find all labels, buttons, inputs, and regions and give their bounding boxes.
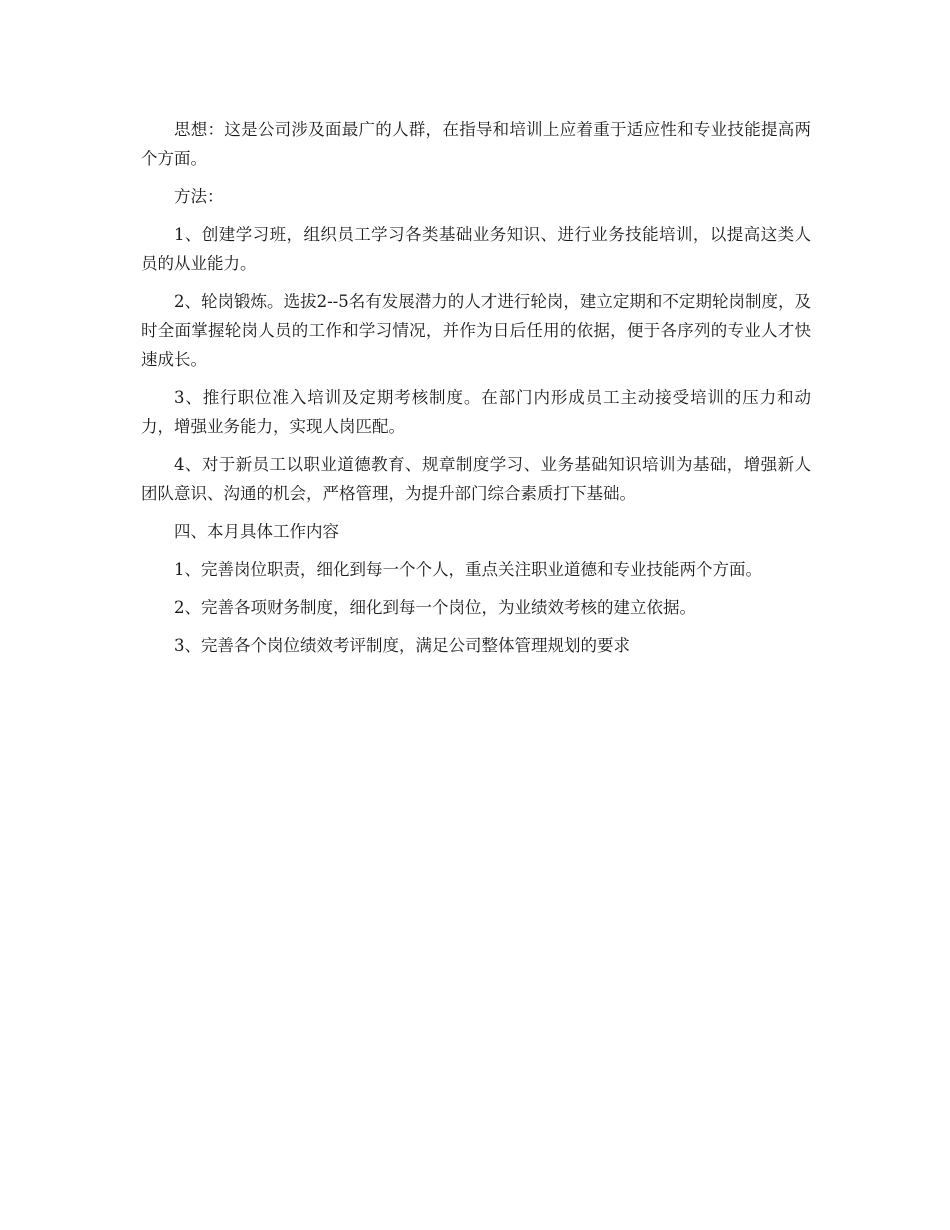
- paragraph-methods-heading: 方法：: [174, 187, 224, 206]
- section-heading-monthly-work: 四、本月具体工作内容: [174, 522, 339, 541]
- paragraph-method-2: 2、轮岗锻炼。选拔2--5名有发展潜力的人才进行轮岗，建立定期和不定期轮岗制度，及时全面掌握轮岗人员的工作和学习情况，并作为日后任用的依据，便于各序列的专业人才快速成长。: [141, 292, 811, 369]
- paragraph-thought: 思想：这是公司涉及面最广的人群，在指导和培训上应着重于适应性和专业技能提高两个方面。: [141, 120, 811, 168]
- paragraph-method-3: 3、推行职位准入培训及定期考核制度。在部门内形成员工主动接受培训的压力和动力，增强业务能力，实现人岗匹配。: [141, 388, 811, 436]
- paragraph-method-1: 1、创建学习班，组织员工学习各类基础业务知识、进行业务技能培训，以提高这类人员的从业能力。: [141, 225, 811, 273]
- paragraph-task-2: 2、完善各项财务制度，细化到每一个岗位，为业绩效考核的建立依据。: [174, 598, 696, 617]
- paragraph-method-4: 4、对于新员工以职业道德教育、规章制度学习、业务基础知识培训为基础，增强新人团队意识、沟通的机会，严格管理，为提升部门综合素质打下基础。: [141, 455, 811, 503]
- paragraph-task-3: 3、完善各个岗位绩效考评制度，满足公司整体管理规划的要求: [174, 636, 630, 655]
- document-body: [141, 115, 811, 669]
- paragraph-task-1: 1、完善岗位职责，细化到每一个个人，重点关注职业道德和专业技能两个方面。: [174, 560, 762, 579]
